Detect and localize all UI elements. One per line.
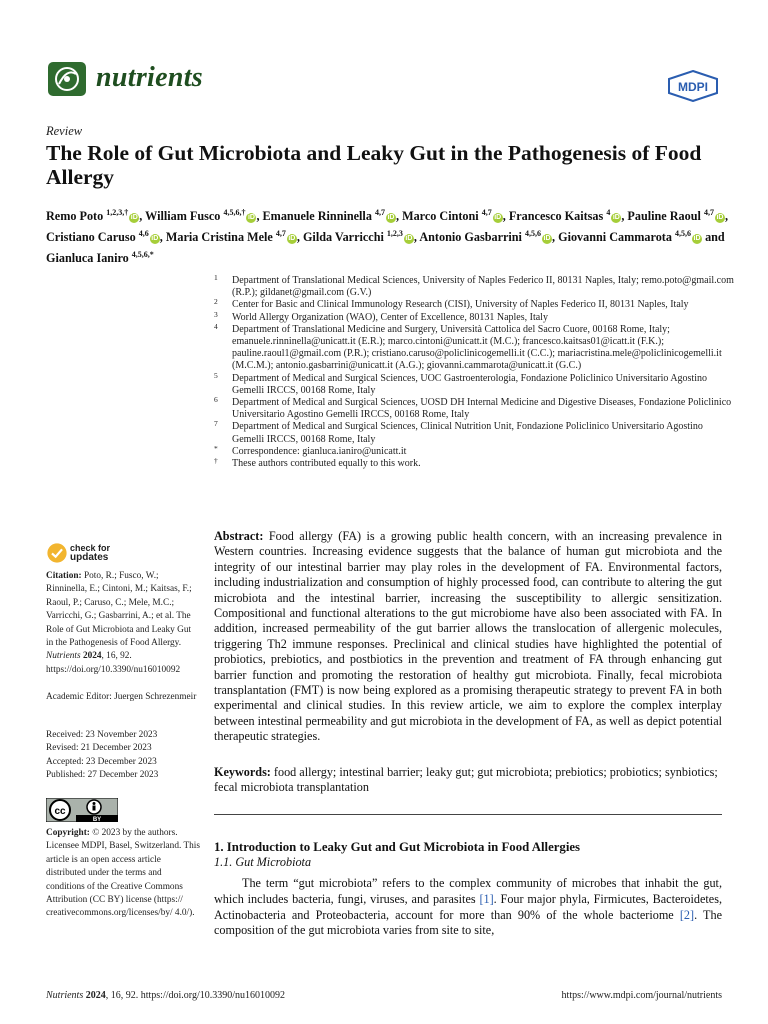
affiliation-text: Department of Medical and Surgical Sciences, Clinical Nutrition Unit, Fondazione Policlinico Universitario Agostino Gemelli IRCCS, 00168 Rome, Italy [232, 421, 703, 445]
author-affiliation-sup: 4,7 [374, 208, 385, 217]
citation-label: Citation: [46, 571, 82, 581]
journal-name: nutrients [96, 62, 203, 93]
author-name[interactable]: Francesco Kaitsas $^4$iD [508, 208, 620, 224]
footer-journal-url[interactable]: https://www.mdpi.com/journal/nutrients [561, 990, 722, 1001]
affiliation-text: Department of Translational Medicine and Surgery, Università Cattolica del Sacro Cuore, 00168 Rome, Italy; emanuele.rinninella@unicatt.it (E.R.); marco.cintoni@unicatt.it (M.C.); francesco.kaitsas01@icatt.it (F.K.); pauline.raoul1@gmail.com (P.R.); cristiano.caruso@policlinicogemelli.it (C.C.); mariacristina.mele@policlinicogemelli.it (M.C.M.); antonio.gasbarrini@unicatt.it (A.G.); giovanni.cammarota@unicatt.it (G.C.) [232, 323, 722, 372]
dates-block [46, 729, 200, 783]
author-name[interactable]: Emanuele Rinninella $^{4,7}$iD [262, 208, 395, 224]
author-name[interactable]: Pauline Raoul $^{4,7}$iD [627, 208, 724, 224]
reference-link-2[interactable]: [2] [679, 907, 695, 922]
affiliation-text: Department of Medical and Surgical Sciences, UOSD DH Internal Medicine and Digestive Diseases, Fondazione Policlinico Universitario Agostino Gemelli IRCCS, 00168 Rome, Italy [232, 397, 732, 421]
publisher-name: MDPI [678, 80, 708, 94]
citation-block [46, 570, 200, 677]
citation-doi[interactable]: , 16, 92. https://doi.org/10.3390/nu16010092 [46, 651, 181, 675]
orcid-icon[interactable]: iD [405, 235, 413, 243]
citation-journal: Nutrients [46, 651, 81, 662]
body-text-part3: . The composition of the gut microbiota varies from site to site, [214, 907, 722, 938]
orcid-icon[interactable]: iD [543, 235, 551, 243]
affiliation-text: Correspondence: gianluca.ianiro@unicatt.it [232, 445, 407, 457]
author-affiliation-sup: 1,2,3,† [106, 208, 129, 217]
check-line1: check for [70, 543, 111, 553]
author-affiliation-sup: 4,5,6 [525, 229, 541, 239]
footer-doi[interactable]: , 16, 92. https://doi.org/10.3390/nu16010092 [105, 990, 286, 1001]
orcid-icon[interactable]: iD [716, 214, 724, 222]
author-name[interactable]: Cristiano Caruso $^{4,6}$iD [46, 229, 159, 245]
author-affiliation-sup: 4,5,6,* [131, 250, 154, 260]
body-text-part2: . Four major phyla, Firmicutes, Bacteroidetes, Actinobacteria and Proteobacteria, account for more than 90% of the whole bacteriome [214, 891, 722, 922]
cc-by-label: BY [92, 817, 102, 822]
svg-text:cc: cc [54, 806, 66, 817]
section-heading: 1. Introduction to Leaky Gut and Gut Microbiota in Food Allergies [214, 840, 581, 854]
affiliation-number: 1 [214, 273, 218, 282]
orcid-icon[interactable]: iD [288, 235, 296, 243]
affiliation-number: 3 [214, 309, 218, 319]
orcid-icon[interactable]: iD [387, 214, 395, 222]
footer-citation [46, 990, 285, 1001]
abstract-label: Abstract: [214, 529, 264, 543]
affiliation-number: 4 [214, 321, 218, 331]
author-affiliation-sup: 4,6 [138, 229, 149, 239]
check-for-updates-label[interactable] [70, 543, 110, 563]
copyright-text: © 2023 by the authors. Licensee MDPI, Basel, Switzerland. This article is an open access article distributed under the terms and conditions of the Creative Commons Attribution (CC BY) license (https:// creativecommons.org/licenses/by/ 4.0/). [46, 828, 200, 919]
copyright-label: Copyright: [46, 828, 90, 838]
author-affiliation-sup: 4,7 [703, 208, 714, 217]
body-text-part1: The term “gut microbiota” refers to the complex community of microbes that inhabit the gut, which includes bacteria, fungi, viruses, and parasites [214, 876, 722, 906]
orcid-icon[interactable]: iD [612, 214, 620, 222]
page-title: The Role of Gut Microbiota and Leaky Gut in the Pathogenesis of Food Allergy [46, 141, 702, 189]
academic-editor: Academic Editor: Juergen Schrezenmeir [46, 692, 197, 702]
orcid-icon[interactable]: iD [130, 214, 138, 222]
author-name[interactable]: Antonio Gasbarrini $^{4,5,6}$iD [419, 229, 551, 245]
affiliation-text: Department of Medical and Surgical Sciences, UOC Gastroenterologia, Fondazione Policlinico Universitario Agostino Gemelli IRCCS, 00168 Rome, Italy [232, 372, 707, 396]
footer-year: 2024 [85, 990, 106, 1001]
authors-and: and [705, 230, 725, 245]
affiliation-item [214, 397, 734, 421]
author-affiliation-sup: 1,2,3 [386, 229, 403, 239]
author-name[interactable]: Giovanni Cammarota $^{4,5,6}$iD [558, 229, 701, 245]
author-affiliation-sup: 4,7 [481, 208, 492, 217]
accepted-date: Accepted: 23 December 2023 [46, 756, 157, 767]
subsection-heading: 1.1. Gut Microbiota [214, 855, 312, 869]
author-name[interactable]: Remo Poto $^{1,2,3,\dagger}$iD [46, 208, 138, 224]
revised-date: Revised: 21 December 2023 [46, 743, 152, 754]
author-affiliation-sup: 4,5,6 [675, 229, 692, 239]
author-list: Remo Poto $^{1,2,3,\dagger}$iD , William Fusco $^{4,5,6,\dagger}$iD , Emanuele Rinninella $^{4,7}$iD , Marco Cintoni $^{4,7}$iD , Francesco Kaitsas $^4$iD , Pauline Raoul $^{4,7}$iD , Cristiano Caruso $^{4,6}$iD , Maria Cristina Mele $^{4,7}$iD , Gilda Varricchi $^{1,2,3}$iD , Antonio Gasbarrini $^{4,5,6}$iD , Giovanni Cammarota $^{4,5,6}$iD and Gianluca Ianiro $^{4,5,6,*}$ [46, 208, 728, 266]
affiliations [214, 275, 734, 470]
author-affiliation-sup: 4,7 [275, 229, 286, 239]
nutrients-logo-icon [46, 60, 88, 98]
citation-year: 2024 [82, 651, 102, 662]
received-date: Received: 23 November 2023 [46, 730, 158, 740]
orcid-icon[interactable]: iD [494, 214, 502, 222]
body-paragraph [214, 876, 722, 939]
orcid-icon[interactable]: iD [247, 214, 255, 222]
affiliation-number: 6 [214, 395, 218, 405]
article-type: Review [46, 124, 83, 138]
footer-journal: Nutrients [46, 990, 84, 1001]
affiliation-text: These authors contributed equally to this work. [232, 458, 421, 470]
copyright-block [46, 827, 200, 921]
affiliation-number: * [214, 443, 218, 453]
affiliation-item [214, 299, 734, 311]
affiliation-text: Department of Translational Medical Sciences, University of Naples Federico II, 80131 Naples, Italy; remo.poto@gmail.com (R.P.); gildanet@gmail.com (G.V.) [232, 275, 734, 299]
cc-by-license-icon[interactable] [46, 798, 118, 822]
keywords-label: Keywords: [214, 765, 271, 779]
citation-text: Poto, R.; Fusco, W.; Rinninella, E.; Cintoni, M.; Kaitsas, F.; Raoul, P.; Caruso, C.; Mele, M.C.; Varricchi, G.; Gasbarrini, A.; et al. The Role of Gut Microbiota and Leaky Gut in the Pathogenesis of Food Allergy. [46, 571, 192, 649]
check-for-updates-icon[interactable] [46, 542, 68, 564]
mdpi-logo-icon [667, 70, 719, 102]
check-line2: updates [70, 552, 109, 563]
abstract [214, 529, 722, 745]
author-name[interactable]: Gilda Varricchi $^{1,2,3}$iD [302, 229, 413, 245]
author-affiliation-sup: 4 [606, 208, 611, 217]
affiliation-item [214, 443, 734, 458]
author-name[interactable]: Marco Cintoni $^{4,7}$iD [402, 208, 502, 224]
affiliation-item [214, 321, 734, 373]
affiliation-number: 5 [214, 370, 218, 380]
affiliation-number: 7 [214, 419, 218, 429]
reference-link-1[interactable]: [1] [479, 891, 494, 906]
affiliation-text: World Allergy Organization (WAO), Center of Excellence, 80131 Naples, Italy [232, 311, 548, 323]
affiliation-text: Center for Basic and Clinical Immunology Research (CISI), University of Naples Federico II, 80131 Naples, Italy [232, 299, 689, 311]
orcid-icon[interactable]: iD [151, 235, 159, 243]
affiliation-number: † [214, 456, 218, 466]
section-divider [214, 814, 722, 815]
affiliation-number: 2 [214, 297, 218, 307]
affiliation-item [214, 275, 734, 299]
affiliation-item [214, 370, 734, 397]
affiliation-item [214, 309, 734, 324]
author-affiliation-sup: 4,5,6,† [223, 208, 246, 217]
orcid-icon[interactable]: iD [693, 235, 701, 243]
author-name[interactable]: Maria Cristina Mele $^{4,7}$iD [165, 229, 296, 245]
abstract-text: Food allergy (FA) is a growing public health concern, with an increasing prevalence in Western countries. Increasing evidence suggests that the balance of human gut microbiota and the integrity of our intestinal barrier may play roles in the development of FA. Environmental factors, including industrialization and consumption of highly processed food, can contribute to altering the gut microbiota and the intestinal barrier, increasing the susceptibility to allergic sensitization. Compositional and functional alterations to the gut microbiome have also been associated with FA. In addition, increased permeability of the gut barrier allows the translocation of allergenic molecules, triggering Th2 immune responses. Preclinical and clinical studies have highlighted the potential of probiotics, prebiotics, and postbiotics in the prevention and treatment of FA through enhancing gut barrier function and promoting the restoration of healthy gut microbiota. Finally, fecal microbiota transplantation (FMT) is now being explored as a promising therapeutic strategy to prevent FA in both experimental and clinical studies. In this review article, we aim to explore the complex interplay between intestinal permeability and gut microbiota in the development of FA, as well as depict potential therapeutic strategies. [214, 529, 722, 744]
affiliation-item [214, 458, 734, 470]
keywords [214, 765, 722, 796]
keywords-text: food allergy; intestinal barrier; leaky gut; gut microbiota; prebiotics; probiotics; synbiotics; fecal microbiota transplantation [214, 765, 718, 795]
author-name[interactable]: Gianluca Ianiro $^{4,5,6,*}$ [46, 250, 154, 266]
author-name[interactable]: William Fusco $^{4,5,6,\dagger}$iD [145, 208, 255, 224]
published-date: Published: 27 December 2023 [46, 770, 159, 781]
affiliation-item [214, 421, 734, 445]
